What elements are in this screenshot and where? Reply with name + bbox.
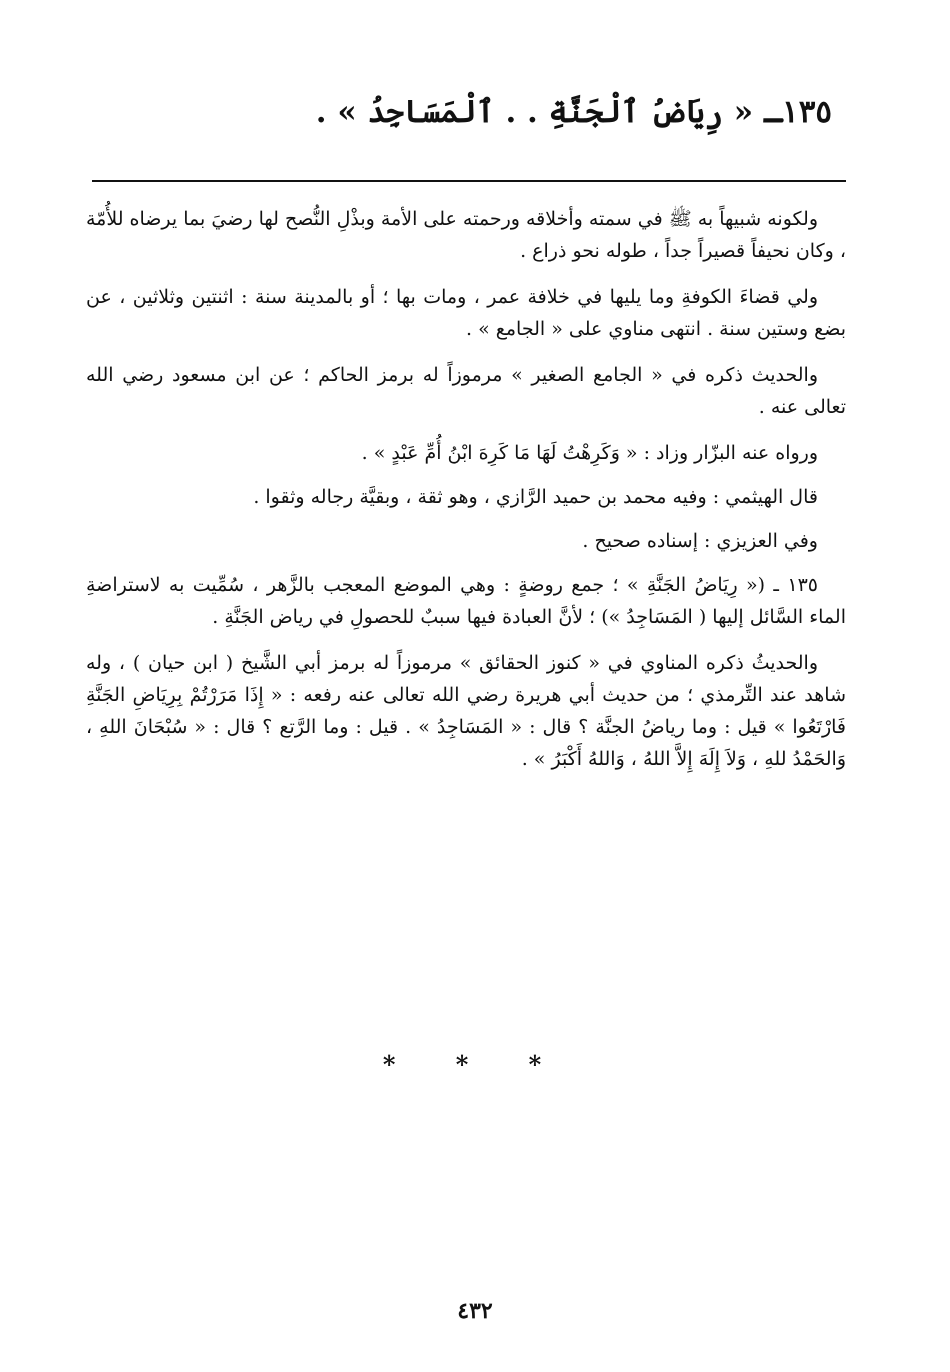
section-heading: ١٣٥ـ « رِيَاضُ ٱلْجَنَّةِ . . ٱلْمَسَاجِدُ » . bbox=[315, 94, 832, 130]
header-divider bbox=[92, 180, 846, 182]
paragraph-6: وفي العزيزي : إسناده صحيح . bbox=[582, 530, 818, 552]
paragraph-8: والحديثُ ذكره المناوي في « كنوز الحقائق » مرموزاً له برمز أبي الشَّيخ ( ابن حيان ) ، وله شاهد عند التِّرمذي ؛ من حديث أبي هريرة رضي الله تعالى عنه رفعه : « إِذَا مَرَرْتُمْ بِرِيَاضِ الجَنَّةِ فَارْتَعُوا » قيل : وما رياضُ الجنَّة ؟ قال : « المَسَاجِدُ » . قيل : وما الرَّتع ؟ قال : « سُبْحَانَ اللهِ ، وَالحَمْدُ للهِ ، وَلاَ إِلَهَ إِلاَّ اللهُ ، وَاللهُ أَكْبَرُ » . bbox=[86, 652, 846, 770]
section-separator: * * * bbox=[382, 1050, 568, 1079]
body-text bbox=[86, 203, 846, 789]
paragraph-4: ورواه عنه البزّار وزاد : « وَكَرِهْتُ لَهَا مَا كَرِهَ ابْنُ أُمِّ عَبْدٍ » . bbox=[361, 442, 818, 464]
page-number: ٤٣٢ bbox=[457, 1298, 493, 1324]
paragraph-3: والحديث ذكره في « الجامع الصغير » مرموزاً له برمز الحاكم ؛ عن ابن مسعود رضي الله تعالى عنه . bbox=[86, 364, 846, 418]
paragraph-1: ولكونه شبيهاً به ﷺ في سمته وأخلاقه ورحمته على الأمة وبذْلِ النُّصح لها رضيَ بما يرضاه للأُمّة ، وكان نحيفاً قصيراً جداً ، طوله نحو ذراع . bbox=[86, 208, 846, 262]
paragraph-7: ١٣٥ ـ (« رِيَاضُ الجَنَّةِ » ؛ جمع روضةٍ : وهي الموضع المعجب بالزَّهر ، سُمِّيت به لاستراضةِ الماء السَّائل إليها ( المَسَاجِدُ ») ؛ لأنَّ العبادة فيها سببٌ للحصولِ في رياض الجَنَّةِ . bbox=[86, 574, 846, 628]
paragraph-2: ولي قضاءَ الكوفةِ وما يليها في خلافة عمر ، ومات بها ؛ أو بالمدينة سنة : اثنتين وثلاثين ، عن بضع وستين سنة . انتهى مناوي على « الجامع » . bbox=[86, 286, 846, 340]
paragraph-5: قال الهيثمي : وفيه محمد بن حميد الرَّازي ، وهو ثقة ، وبقيَّة رجاله وثقوا . bbox=[253, 486, 818, 508]
